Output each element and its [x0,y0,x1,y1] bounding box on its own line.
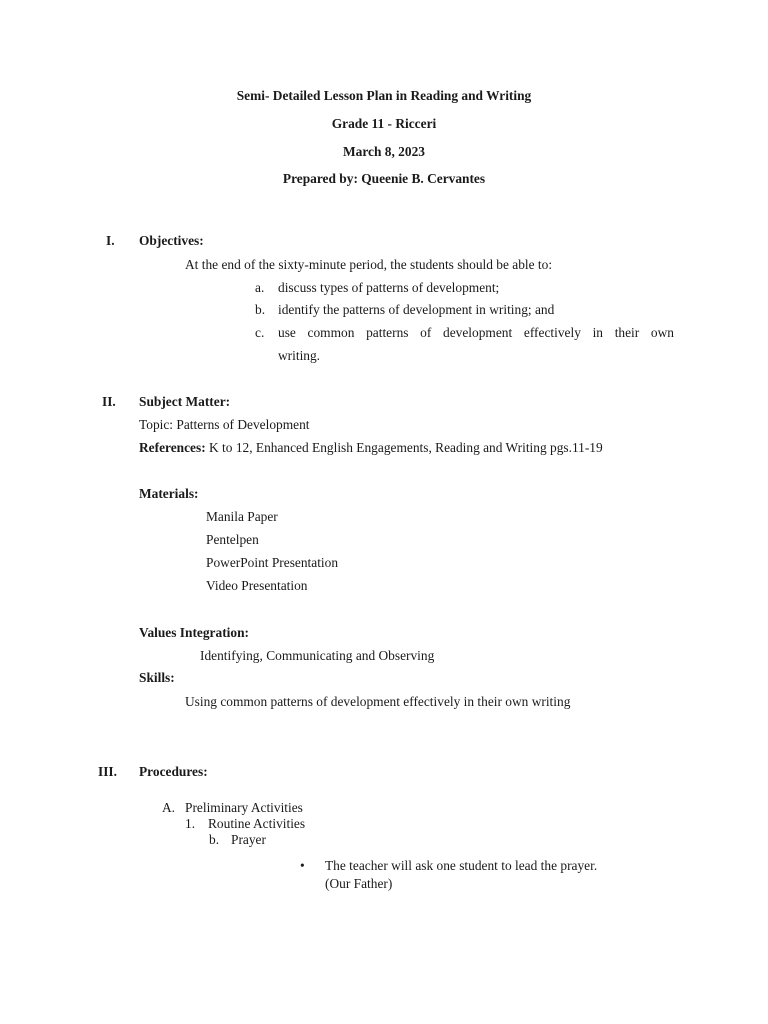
procedure-number-1: 1. [185,816,196,831]
values-integration-heading: Values Integration: [139,625,249,640]
prayer-instruction-continuation: (Our Father) [325,876,393,891]
material-item: PowerPoint Presentation [206,555,339,570]
procedure-letter-a: A. [162,800,176,815]
material-item: Manila Paper [206,509,278,524]
objectives-heading: Objectives: [139,233,204,248]
objective-letter-b: b. [255,302,266,317]
prepared-by: Prepared by: Queenie B. Cervantes [282,171,486,186]
section-numeral-procedures: III. [98,764,117,779]
values-integration-text: Identifying, Communicating and Observing [200,648,435,663]
materials-heading: Materials: [139,486,199,501]
grade-section: Grade 11 - Ricceri [331,116,437,131]
objective-item-c: use common patterns of development effectively in their own [278,325,674,340]
objective-letter-a: a. [255,280,265,295]
document-title: Semi- Detailed Lesson Plan in Reading and Writing [236,88,532,103]
objective-item-c-continuation: writing. [278,348,321,363]
subject-matter-heading: Subject Matter: [139,394,231,409]
lesson-date: March 8, 2023 [343,144,425,159]
prayer-label: Prayer [231,832,266,847]
skills-text: Using common patterns of development effectively in their own writing [185,694,571,709]
objective-letter-c: c. [255,325,265,340]
objective-item-a: discuss types of patterns of development; [278,280,500,295]
topic-line: Topic: Patterns of Development [139,417,310,432]
section-numeral-subject-matter: II. [102,394,116,409]
material-item: Pentelpen [206,532,259,547]
skills-heading: Skills: [139,670,175,685]
material-item: Video Presentation [206,578,308,593]
references-line [139,440,603,456]
references-label: References: [139,440,206,455]
preliminary-activities-label: Preliminary Activities [185,800,303,815]
objective-item-b: identify the patterns of development in writing; and [278,302,555,317]
routine-activities-label: Routine Activities [208,816,306,831]
procedure-letter-b: b. [209,832,220,847]
section-numeral-objectives: I. [106,233,115,248]
procedures-heading: Procedures: [139,764,208,779]
objectives-intro: At the end of the sixty-minute period, the students should be able to: [185,257,553,272]
references-value: K to 12, Enhanced English Engagements, Reading and Writing pgs.11-19 [209,440,603,455]
bullet-icon: • [300,858,305,873]
prayer-instruction: The teacher will ask one student to lead the prayer. [325,858,598,873]
